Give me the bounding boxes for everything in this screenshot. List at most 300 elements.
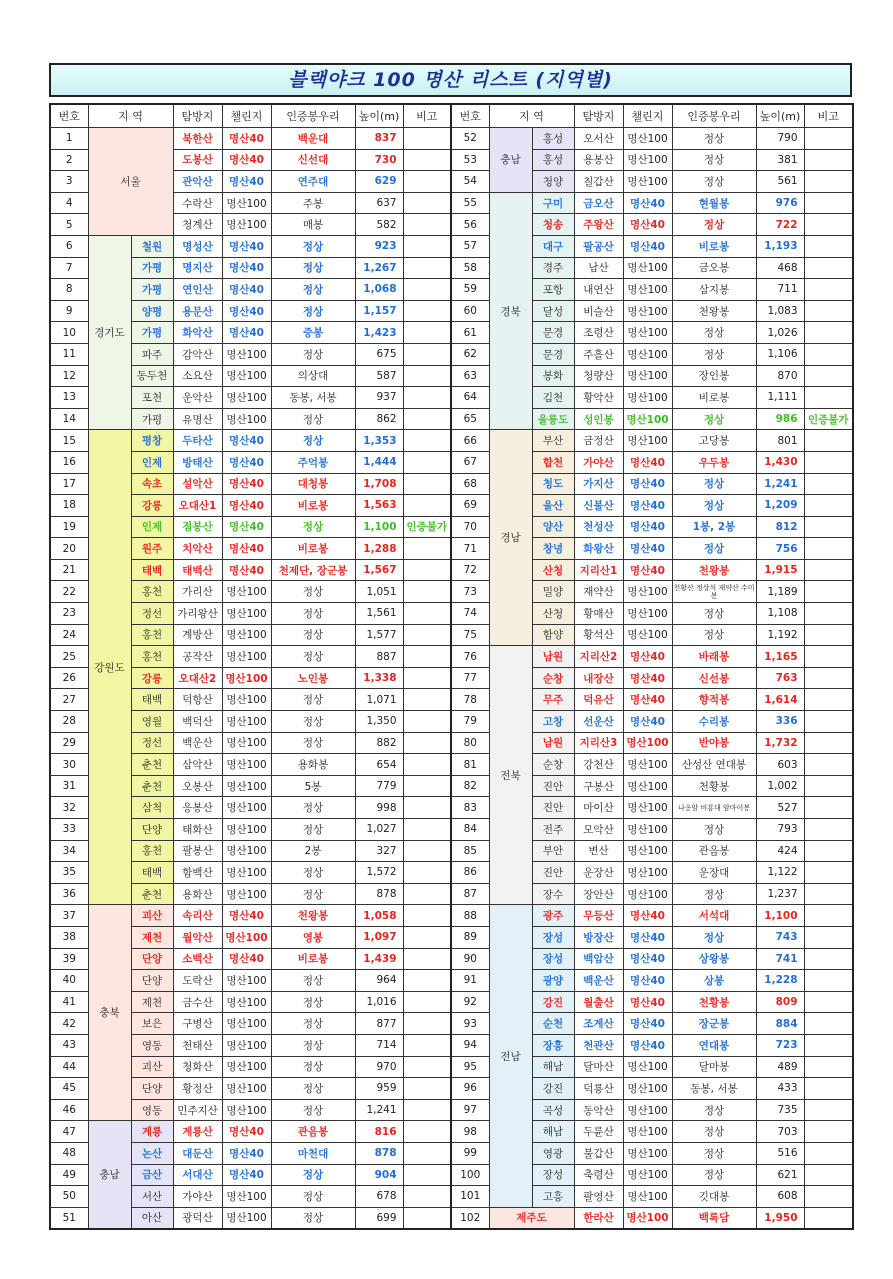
right-row-number: 93 (451, 1013, 489, 1035)
left-peak-cell: 정상 (271, 1099, 355, 1121)
table-row (50, 473, 853, 495)
right-peak-cell: 정상 (672, 883, 756, 905)
right-challenge-cell: 명산100 (623, 343, 672, 365)
right-challenge-cell: 명산100 (623, 1186, 672, 1208)
right-height-cell: 1,002 (756, 775, 804, 797)
left-row-number: 36 (50, 883, 88, 905)
right-note-cell (804, 1164, 853, 1186)
left-row-number: 32 (50, 797, 88, 819)
right-note-cell (804, 1013, 853, 1035)
right-challenge-cell: 명산100 (623, 775, 672, 797)
right-peak-cell: 수리봉 (672, 711, 756, 733)
left-mountain-cell: 계룡산 (173, 1121, 222, 1143)
left-challenge-cell: 명산40 (222, 948, 271, 970)
right-mountain-cell: 황매산 (574, 603, 623, 625)
table-row (50, 235, 853, 257)
left-note-cell (403, 235, 451, 257)
right-mountain-cell: 동악산 (574, 1099, 623, 1121)
left-row-number: 37 (50, 905, 88, 927)
left-peak-cell: 비로봉 (271, 495, 355, 517)
right-subregion-cell: 장수 (532, 883, 574, 905)
left-row-number: 6 (50, 235, 88, 257)
right-subregion-cell: 장성 (532, 1164, 574, 1186)
right-mountain-cell: 백운산 (574, 970, 623, 992)
right-challenge-cell: 명산100 (623, 257, 672, 279)
table-row (50, 1056, 853, 1078)
right-challenge-cell: 명산100 (623, 883, 672, 905)
right-peak-cell: 장인봉 (672, 365, 756, 387)
right-challenge-cell: 명산40 (623, 192, 672, 214)
left-height-cell: 1,027 (355, 819, 403, 841)
left-subregion-cell: 원주 (131, 538, 173, 560)
right-region-cell: 충남 (489, 128, 532, 193)
right-row-number: 69 (451, 495, 489, 517)
right-row-number: 85 (451, 840, 489, 862)
right-row-number: 59 (451, 279, 489, 301)
left-challenge-cell: 명산100 (222, 387, 271, 409)
left-subregion-cell: 태백 (131, 862, 173, 884)
left-mountain-cell: 가리산 (173, 581, 222, 603)
left-peak-cell: 마천대 (271, 1142, 355, 1164)
left-note-cell (403, 171, 451, 193)
right-subregion-cell: 남원 (532, 732, 574, 754)
left-mountain-cell: 치악산 (173, 538, 222, 560)
table-row (50, 819, 853, 841)
right-peak-cell: 정상 (672, 926, 756, 948)
left-peak-cell: 대청봉 (271, 473, 355, 495)
right-mountain-cell: 월출산 (574, 991, 623, 1013)
left-note-cell (403, 754, 451, 776)
table-row (50, 1207, 853, 1229)
right-row-number: 73 (451, 581, 489, 603)
left-height-cell: 637 (355, 192, 403, 214)
right-note-cell (804, 430, 853, 452)
left-mountain-cell: 삼악산 (173, 754, 222, 776)
left-peak-cell: 정상 (271, 1034, 355, 1056)
left-challenge-cell: 명산100 (222, 1013, 271, 1035)
left-subregion-cell: 평창 (131, 430, 173, 452)
right-row-number: 60 (451, 300, 489, 322)
left-height-cell: 877 (355, 1013, 403, 1035)
left-row-number: 8 (50, 279, 88, 301)
right-note-cell (804, 516, 853, 538)
left-row-number: 13 (50, 387, 88, 409)
right-subregion-cell: 함양 (532, 624, 574, 646)
right-height-cell: 336 (756, 711, 804, 733)
right-peak-cell: 달마봉 (672, 1056, 756, 1078)
left-region-cell: 경기도 (88, 235, 131, 429)
right-mountain-cell: 불갑산 (574, 1142, 623, 1164)
table-row (50, 624, 853, 646)
left-subregion-cell: 단양 (131, 948, 173, 970)
left-challenge-cell: 명산100 (222, 819, 271, 841)
left-row-number: 41 (50, 991, 88, 1013)
right-height-cell: 723 (756, 1034, 804, 1056)
left-peak-cell: 중봉 (271, 322, 355, 344)
right-row-number: 81 (451, 754, 489, 776)
left-height-cell: 1,439 (355, 948, 403, 970)
right-row-number: 91 (451, 970, 489, 992)
left-challenge-cell: 명산40 (222, 1142, 271, 1164)
right-challenge-cell: 명산100 (623, 1099, 672, 1121)
left-challenge-cell: 명산40 (222, 279, 271, 301)
left-subregion-cell: 금산 (131, 1164, 173, 1186)
left-mountain-cell: 소백산 (173, 948, 222, 970)
right-note-cell (804, 624, 853, 646)
right-note-cell (804, 322, 853, 344)
right-subregion-cell: 대구 (532, 235, 574, 257)
left-challenge-cell: 명산100 (222, 862, 271, 884)
left-peak-cell: 정상 (271, 603, 355, 625)
right-note-cell (804, 1121, 853, 1143)
left-mountain-cell: 덕항산 (173, 689, 222, 711)
right-subregion-cell: 청도 (532, 473, 574, 495)
left-mountain-cell: 운악산 (173, 387, 222, 409)
left-height-cell: 964 (355, 970, 403, 992)
right-mountain-cell: 축령산 (574, 1164, 623, 1186)
right-challenge-cell: 명산100 (623, 624, 672, 646)
right-challenge-cell: 명산100 (623, 1056, 672, 1078)
left-challenge-cell: 명산100 (222, 1207, 271, 1229)
right-row-number: 82 (451, 775, 489, 797)
left-height-cell: 816 (355, 1121, 403, 1143)
right-note-cell (804, 1186, 853, 1208)
right-note-cell (804, 495, 853, 517)
right-note-cell (804, 235, 853, 257)
right-row-number: 79 (451, 711, 489, 733)
right-challenge-cell: 명산40 (623, 689, 672, 711)
right-challenge-cell: 명산40 (623, 516, 672, 538)
left-challenge-cell: 명산100 (222, 775, 271, 797)
right-peak-cell: 1봉, 2봉 (672, 516, 756, 538)
right-mountain-cell: 마이산 (574, 797, 623, 819)
right-height-cell: 812 (756, 516, 804, 538)
left-height-cell: 1,157 (355, 300, 403, 322)
table-row (50, 840, 853, 862)
left-challenge-cell: 명산40 (222, 235, 271, 257)
left-mountain-cell: 북한산 (173, 128, 222, 150)
right-challenge-cell: 명산40 (623, 235, 672, 257)
left-challenge-cell: 명산40 (222, 128, 271, 150)
left-height-cell: 1,100 (355, 516, 403, 538)
right-note-cell (804, 775, 853, 797)
right-note-cell (804, 1078, 853, 1100)
right-subregion-cell: 청송 (532, 214, 574, 236)
header-region: 지 역 (489, 104, 574, 128)
left-row-number: 38 (50, 926, 88, 948)
right-mountain-cell: 금정산 (574, 430, 623, 452)
right-height-cell: 1,108 (756, 603, 804, 625)
left-height-cell: 1,097 (355, 926, 403, 948)
right-subregion-cell: 홍성 (532, 128, 574, 150)
right-row-number: 94 (451, 1034, 489, 1056)
right-height-cell: 976 (756, 192, 804, 214)
left-peak-cell: 정상 (271, 646, 355, 668)
right-row-number: 65 (451, 408, 489, 430)
right-note-cell (804, 948, 853, 970)
left-note-cell (403, 883, 451, 905)
right-note-cell (804, 387, 853, 409)
left-peak-cell: 신선대 (271, 149, 355, 171)
left-note-cell (403, 689, 451, 711)
right-subregion-cell: 구미 (532, 192, 574, 214)
right-height-cell: 1,100 (756, 905, 804, 927)
left-peak-cell: 관음봉 (271, 1121, 355, 1143)
left-mountain-cell: 가리왕산 (173, 603, 222, 625)
right-subregion-cell: 경주 (532, 257, 574, 279)
table-row (50, 279, 853, 301)
left-height-cell: 878 (355, 1142, 403, 1164)
right-peak-cell: 정상 (672, 819, 756, 841)
right-challenge-cell: 명산100 (623, 171, 672, 193)
header-mountain: 탐방지 (574, 104, 623, 128)
right-mountain-cell: 황석산 (574, 624, 623, 646)
right-height-cell: 1,083 (756, 300, 804, 322)
left-peak-cell: 노인봉 (271, 667, 355, 689)
left-note-cell (403, 473, 451, 495)
left-mountain-cell: 태백산 (173, 559, 222, 581)
right-row-number: 72 (451, 559, 489, 581)
left-note-cell (403, 430, 451, 452)
left-height-cell: 937 (355, 387, 403, 409)
right-challenge-cell: 명산100 (623, 1078, 672, 1100)
right-height-cell: 608 (756, 1186, 804, 1208)
left-peak-cell: 정상 (271, 430, 355, 452)
left-subregion-cell: 강릉 (131, 495, 173, 517)
right-subregion-cell: 진안 (532, 797, 574, 819)
left-height-cell: 1,267 (355, 257, 403, 279)
left-note-cell (403, 1121, 451, 1143)
right-mountain-cell: 운장산 (574, 862, 623, 884)
left-peak-cell: 연주대 (271, 171, 355, 193)
right-challenge-cell: 명산100 (623, 279, 672, 301)
right-peak-cell: 정상 (672, 149, 756, 171)
left-mountain-cell: 용화산 (173, 883, 222, 905)
left-note-cell (403, 1013, 451, 1035)
right-subregion-cell: 산청 (532, 603, 574, 625)
right-mountain-cell: 재약산 (574, 581, 623, 603)
right-row-number: 98 (451, 1121, 489, 1143)
right-note-cell (804, 1056, 853, 1078)
left-height-cell: 904 (355, 1164, 403, 1186)
table-row (50, 387, 853, 409)
table-row (50, 991, 853, 1013)
left-height-cell: 1,071 (355, 689, 403, 711)
left-row-number: 5 (50, 214, 88, 236)
left-challenge-cell: 명산100 (222, 603, 271, 625)
table-row (50, 1099, 853, 1121)
left-row-number: 1 (50, 128, 88, 150)
right-height-cell: 711 (756, 279, 804, 301)
table-row (50, 689, 853, 711)
right-row-number: 99 (451, 1142, 489, 1164)
right-subregion-cell: 순창 (532, 754, 574, 776)
right-row-number: 86 (451, 862, 489, 884)
left-height-cell: 1,423 (355, 322, 403, 344)
left-note-cell (403, 1056, 451, 1078)
table-row (50, 257, 853, 279)
right-height-cell: 1,950 (756, 1207, 804, 1229)
right-height-cell: 756 (756, 538, 804, 560)
left-challenge-cell: 명산40 (222, 495, 271, 517)
left-subregion-cell: 아산 (131, 1207, 173, 1229)
left-mountain-cell: 계방산 (173, 624, 222, 646)
table-row (50, 1142, 853, 1164)
right-height-cell: 468 (756, 257, 804, 279)
right-challenge-cell: 명산100 (623, 581, 672, 603)
left-height-cell: 1,563 (355, 495, 403, 517)
right-mountain-cell: 선운산 (574, 711, 623, 733)
table-row (50, 1034, 853, 1056)
right-row-number: 101 (451, 1186, 489, 1208)
left-peak-cell: 정상 (271, 1056, 355, 1078)
right-height-cell: 793 (756, 819, 804, 841)
left-note-cell (403, 128, 451, 150)
right-subregion-cell: 순창 (532, 667, 574, 689)
left-subregion-cell: 보은 (131, 1013, 173, 1035)
right-peak-cell: 장군봉 (672, 1013, 756, 1035)
left-peak-cell: 정상 (271, 581, 355, 603)
right-subregion-cell: 홍성 (532, 149, 574, 171)
left-note-cell (403, 1164, 451, 1186)
left-mountain-cell: 백덕산 (173, 711, 222, 733)
left-row-number: 10 (50, 322, 88, 344)
right-height-cell: 1,122 (756, 862, 804, 884)
header-peak: 인증봉우리 (672, 104, 756, 128)
left-challenge-cell: 명산100 (222, 1186, 271, 1208)
left-challenge-cell: 명산100 (222, 646, 271, 668)
right-mountain-cell: 주왕산 (574, 214, 623, 236)
right-subregion-cell: 강진 (532, 1078, 574, 1100)
right-subregion-cell: 곡성 (532, 1099, 574, 1121)
right-row-number: 63 (451, 365, 489, 387)
left-note-cell (403, 581, 451, 603)
left-peak-cell: 정상 (271, 1164, 355, 1186)
left-subregion-cell: 춘천 (131, 775, 173, 797)
right-row-number: 95 (451, 1056, 489, 1078)
left-challenge-cell: 명산100 (222, 343, 271, 365)
left-mountain-cell: 소요산 (173, 365, 222, 387)
table-row (50, 1078, 853, 1100)
right-peak-cell: 천황봉 (672, 991, 756, 1013)
left-peak-cell: 동봉, 서봉 (271, 387, 355, 409)
right-peak-cell: 신선봉 (672, 667, 756, 689)
right-row-number: 83 (451, 797, 489, 819)
header-peak: 인증봉우리 (271, 104, 355, 128)
left-subregion-cell: 영동 (131, 1034, 173, 1056)
left-challenge-cell: 명산40 (222, 473, 271, 495)
right-peak-cell: 정상 (672, 1121, 756, 1143)
right-peak-cell: 천왕봉 (672, 559, 756, 581)
left-challenge-cell: 명산100 (222, 732, 271, 754)
table-row (50, 1121, 853, 1143)
right-height-cell: 1,193 (756, 235, 804, 257)
left-row-number: 29 (50, 732, 88, 754)
left-row-number: 23 (50, 603, 88, 625)
right-height-cell: 703 (756, 1121, 804, 1143)
left-height-cell: 862 (355, 408, 403, 430)
table-row (50, 581, 853, 603)
left-height-cell: 730 (355, 149, 403, 171)
right-peak-cell: 백록담 (672, 1207, 756, 1229)
left-subregion-cell: 영월 (131, 711, 173, 733)
left-height-cell: 1,051 (355, 581, 403, 603)
right-peak-cell: 정상 (672, 473, 756, 495)
left-peak-cell: 정상 (271, 797, 355, 819)
right-subregion-cell: 양산 (532, 516, 574, 538)
right-height-cell: 381 (756, 149, 804, 171)
left-challenge-cell: 명산100 (222, 711, 271, 733)
table-row (50, 646, 853, 668)
left-height-cell: 882 (355, 732, 403, 754)
right-subregion-cell: 순천 (532, 1013, 574, 1035)
right-subregion-cell: 해남 (532, 1121, 574, 1143)
left-mountain-cell: 연인산 (173, 279, 222, 301)
right-row-number: 57 (451, 235, 489, 257)
right-note-cell (804, 819, 853, 841)
table-row (50, 300, 853, 322)
left-height-cell: 629 (355, 171, 403, 193)
left-row-number: 48 (50, 1142, 88, 1164)
right-height-cell: 1,732 (756, 732, 804, 754)
left-peak-cell: 천왕봉 (271, 905, 355, 927)
right-note-cell (804, 603, 853, 625)
left-subregion-cell: 홍천 (131, 581, 173, 603)
header-mountain: 탐방지 (173, 104, 222, 128)
left-row-number: 30 (50, 754, 88, 776)
left-mountain-cell: 속리산 (173, 905, 222, 927)
left-subregion-cell: 영동 (131, 1099, 173, 1121)
right-row-number: 58 (451, 257, 489, 279)
right-mountain-cell: 신불산 (574, 495, 623, 517)
right-mountain-cell: 덕유산 (574, 689, 623, 711)
right-subregion-cell: 무주 (532, 689, 574, 711)
right-note-cell (804, 970, 853, 992)
right-height-cell: 1,192 (756, 624, 804, 646)
right-peak-cell: 정상 (672, 495, 756, 517)
right-note-cell (804, 862, 853, 884)
left-challenge-cell: 명산100 (222, 689, 271, 711)
right-mountain-cell: 가지산 (574, 473, 623, 495)
right-challenge-cell: 명산100 (623, 1207, 672, 1229)
right-peak-cell: 정상 (672, 214, 756, 236)
left-peak-cell: 정상 (271, 970, 355, 992)
left-mountain-cell: 감악산 (173, 343, 222, 365)
right-subregion-cell: 진안 (532, 862, 574, 884)
right-subregion-cell: 전주 (532, 819, 574, 841)
left-subregion-cell: 홍천 (131, 624, 173, 646)
left-mountain-cell: 오대산2 (173, 667, 222, 689)
left-peak-cell: 주봉 (271, 192, 355, 214)
left-row-number: 9 (50, 300, 88, 322)
right-note-cell (804, 171, 853, 193)
right-row-number: 71 (451, 538, 489, 560)
left-peak-cell: 정상 (271, 711, 355, 733)
left-peak-cell: 백운대 (271, 128, 355, 150)
right-challenge-cell: 명산100 (623, 365, 672, 387)
right-note-cell (804, 797, 853, 819)
right-height-cell: 986 (756, 408, 804, 430)
table-row (50, 343, 853, 365)
right-height-cell: 1,614 (756, 689, 804, 711)
right-note-cell (804, 991, 853, 1013)
right-note-cell (804, 926, 853, 948)
right-peak-cell: 연대봉 (672, 1034, 756, 1056)
left-subregion-cell: 제천 (131, 926, 173, 948)
right-region-cell: 전북 (489, 646, 532, 905)
left-row-number: 2 (50, 149, 88, 171)
right-subregion-cell: 부산 (532, 430, 574, 452)
